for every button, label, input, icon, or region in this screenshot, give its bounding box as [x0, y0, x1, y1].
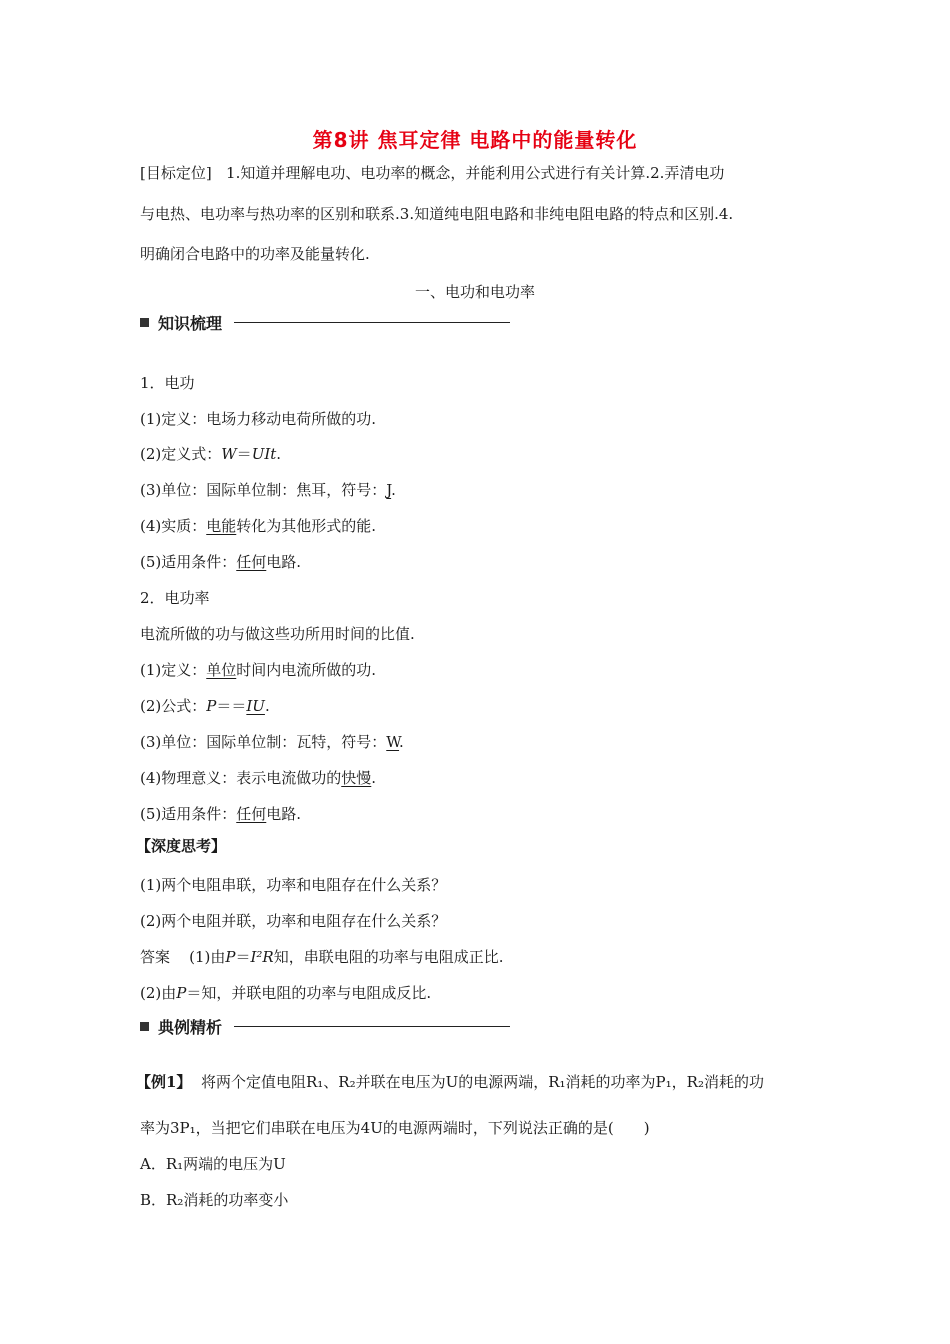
- work-formula-w: W: [221, 445, 237, 463]
- power-intro: 电流所做的功与做这些功所用时间的比值.: [140, 625, 415, 643]
- work-essence: [140, 516, 376, 536]
- deep-think-q2: (2)两个电阻并联，功率和电阻存在什么关系？: [140, 912, 447, 930]
- answer-1-p: P: [225, 948, 236, 966]
- example-1-text-1: 将两个定值电阻R₁、R₂并联在电压为U的电源两端，R₁消耗的功率为P₁，R₂消耗的功: [200, 1073, 764, 1091]
- examples-heading-label: 典例精析: [158, 1017, 223, 1037]
- answer-1-eq: ＝: [235, 948, 251, 966]
- power-formula-eqs: ＝＝: [216, 697, 247, 715]
- example-1-option-a: A．R₁两端的电压为U: [140, 1155, 286, 1173]
- lesson-title: 第8讲 焦耳定律 电路中的能量转化: [312, 128, 638, 152]
- example-1-line-2: 率为3P₁，当把它们串联在电压为4U的电源两端时，下列说法正确的是( ): [140, 1119, 650, 1137]
- power-unit-symbol: W: [386, 733, 400, 751]
- deep-think-answer-1: [140, 947, 503, 967]
- work-essence-blank: 电能: [206, 517, 237, 535]
- work-condition-prefix: (5)适用条件：: [140, 553, 237, 571]
- objective-label: [目标定位]: [140, 164, 212, 182]
- power-definition: [140, 660, 376, 680]
- power-condition: [140, 804, 301, 824]
- work-unit: [140, 480, 396, 500]
- power-def-blank: 单位: [206, 661, 237, 679]
- power-formula: [140, 696, 270, 716]
- heading-rule: [234, 322, 510, 323]
- square-bullet-icon: [140, 318, 149, 327]
- work-condition: [140, 552, 301, 572]
- square-bullet-icon: [140, 1022, 149, 1031]
- work-unit-prefix: (3)单位：国际单位制：焦耳，符号：: [140, 481, 387, 499]
- power-def-prefix: (1)定义：: [140, 661, 207, 679]
- knowledge-heading: [140, 310, 510, 334]
- examples-heading: [140, 1014, 510, 1038]
- work-formula-uit: UIt: [251, 445, 277, 463]
- power-unit: [140, 732, 404, 752]
- power-formula-iu: IU: [246, 697, 265, 715]
- deep-think-q1: (1)两个电阻串联，功率和电阻存在什么关系？: [140, 876, 447, 894]
- answer-1-rest: 知，串联电阻的功率与电阻成正比.: [273, 948, 504, 966]
- example-1-option-b: B．R₂消耗的功率变小: [140, 1191, 289, 1209]
- answer-2-p: P: [176, 984, 187, 1002]
- work-formula-end: .: [276, 445, 282, 463]
- power-meaning-blank: 快慢: [341, 769, 372, 787]
- answer-1-ir: I²R: [250, 948, 274, 966]
- example-1-line-1: [136, 1072, 764, 1092]
- power-def-rest: 时间内电流所做的功.: [236, 661, 377, 679]
- answer-2-rest: ＝知，并联电阻的功率与电阻成反比.: [186, 984, 432, 1002]
- deep-think-label: 【深度思考】: [136, 837, 227, 855]
- power-unit-prefix: (3)单位：国际单位制：瓦特，符号：: [140, 733, 387, 751]
- objective-line-3: 明确闭合电路中的功率及能量转化.: [140, 245, 370, 263]
- power-heading: 2．电功率: [140, 589, 210, 607]
- work-heading: 1．电功: [140, 374, 195, 392]
- power-condition-prefix: (5)适用条件：: [140, 805, 237, 823]
- work-definition: (1)定义：电场力移动电荷所做的功.: [140, 410, 377, 428]
- power-formula-prefix: (2)公式：: [140, 697, 207, 715]
- power-unit-end: .: [399, 733, 404, 751]
- objective-line-1: [140, 163, 724, 183]
- power-condition-rest: 电路.: [266, 805, 302, 823]
- power-meaning: [140, 768, 376, 788]
- work-formula: [140, 444, 281, 464]
- work-unit-end: .: [391, 481, 396, 499]
- power-meaning-prefix: (4)物理意义：表示电流做功的: [140, 769, 342, 787]
- work-condition-rest: 电路.: [266, 553, 302, 571]
- heading-rule: [234, 1026, 510, 1027]
- section-1-title: 一、电功和电功率: [414, 283, 535, 301]
- objective-text-1: 1.知道并理解电功、电功率的概念，并能利用公式进行有关计算.2.弄清电功: [226, 164, 725, 182]
- power-condition-blank: 任何: [236, 805, 267, 823]
- work-unit-symbol: J: [386, 481, 392, 499]
- work-essence-prefix: (4)实质：: [140, 517, 207, 535]
- deep-think-answer-2: [140, 983, 431, 1003]
- power-formula-p: P: [206, 697, 217, 715]
- power-formula-end: .: [264, 697, 270, 715]
- answer-label: 答案: [140, 948, 171, 966]
- work-condition-blank: 任何: [236, 553, 267, 571]
- knowledge-heading-label: 知识梳理: [158, 313, 223, 333]
- power-meaning-end: .: [371, 769, 377, 787]
- answer-2-prefix: (2)由: [140, 984, 177, 1002]
- answer-1-prefix: (1)由: [189, 948, 226, 966]
- objective-line-2: 与电热、电功率与热功率的区别和联系.3.知道纯电阻电路和非纯电阻电路的特点和区别.4.: [140, 205, 734, 223]
- work-formula-eq: ＝: [236, 445, 252, 463]
- work-formula-prefix: (2)定义式：: [140, 445, 222, 463]
- example-1-label: 【例1】: [136, 1073, 192, 1091]
- work-essence-rest: 转化为其他形式的能.: [236, 517, 377, 535]
